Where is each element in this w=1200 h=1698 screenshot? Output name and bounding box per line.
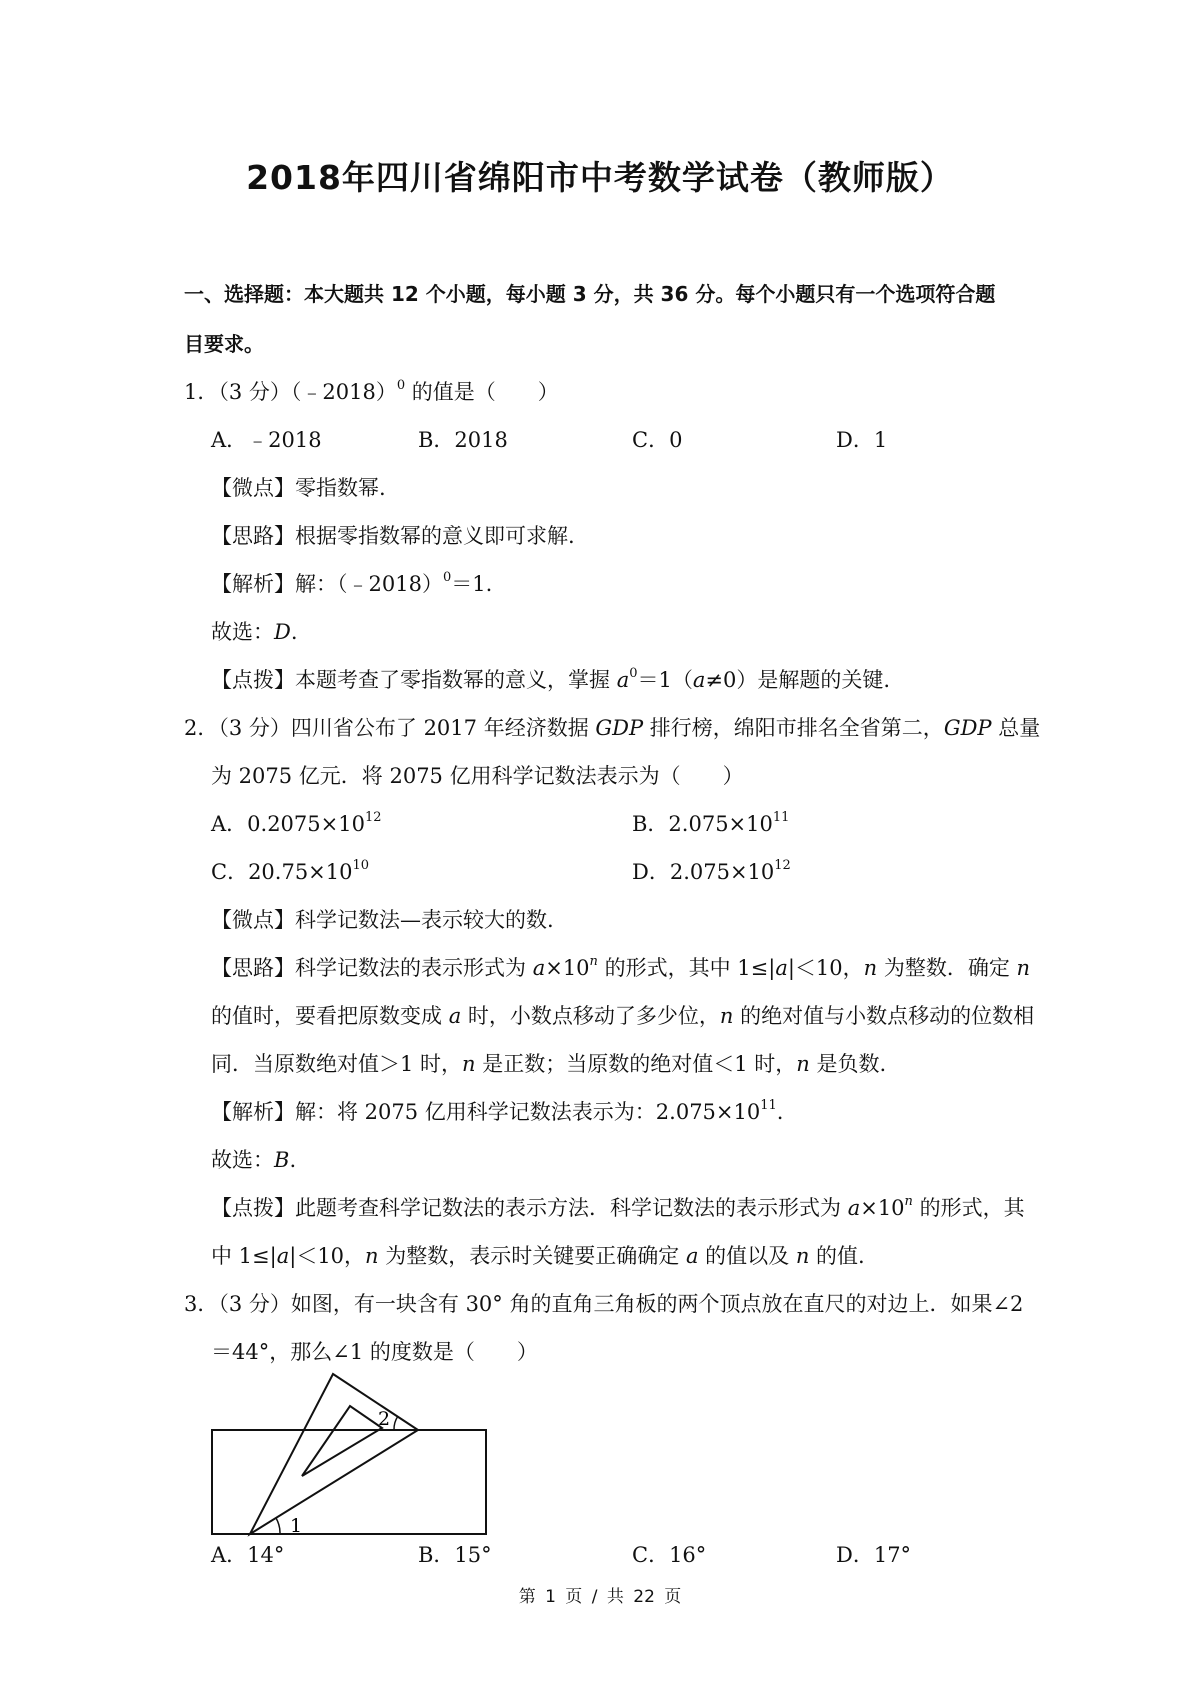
page-title: 2018年四川省绵阳市中考数学试卷（教师版） — [246, 158, 954, 197]
q2-answer: 故选：B. — [211, 1148, 297, 1172]
q2-option-a: A．$0.2075\times 10^{12}$ — [211, 810, 382, 836]
section-heading-line1: 一、选择题：本大题共 12 个小题，每小题 3 分，共 36 分。每个小题只有一个选项符合题 — [184, 282, 996, 306]
q2-jiexi: 【解析】解：将 2075 亿用科学记数法表示为：$2.075\times 10^{11}$. — [211, 1098, 784, 1124]
q2-stem-line1: 2．（3 分）四川省公布了 2017 年经济数据 GDP 排行榜，绵阳市排名全省第二，GDP 总量 — [184, 716, 1041, 740]
q2-silu-line1: 【思路】科学记数法的表示形式为 $a\times 10^n$ 的形式，其中 1≤|a|＜10，n 为整数．确定 n — [211, 954, 1031, 980]
q3-option-b: B．15° — [418, 1543, 492, 1567]
q1-option-b: B．2018 — [418, 428, 508, 452]
q2-silu-line2: 的值时，要看把原数变成 a 时，小数点移动了多少位，n 的绝对值与小数点移动的位数相 — [211, 1004, 1035, 1028]
q1-silu: 【思路】根据零指数幂的意义即可求解. — [211, 524, 575, 548]
q2-weidian: 【微点】科学记数法—表示较大的数. — [211, 908, 554, 932]
q1-option-a: A．﹣2018 — [211, 428, 322, 452]
q1-weidian: 【微点】零指数幂. — [211, 476, 386, 500]
angle1-label: 1 — [290, 1515, 303, 1537]
section-heading-line2: 目要求。 — [184, 332, 264, 356]
q2-stem-line2: 为 2075 亿元．将 2075 亿用科学记数法表示为（ ） — [211, 764, 744, 788]
q1-dianbo: 【点拨】本题考查了零指数幂的意义，掌握 $a^0=1(a\ne 0)$是解题的关键. — [211, 666, 891, 692]
ruler-triangle-diagram — [210, 1372, 500, 1537]
q1-option-d: D．1 — [836, 428, 888, 452]
q3-option-d: D．17° — [836, 1543, 912, 1567]
q2-silu-line3: 同．当原数绝对值＞1 时，n 是正数；当原数的绝对值＜1 时，n 是负数. — [211, 1052, 887, 1076]
q3-stem-line1: 3．（3 分）如图，有一块含有 30° 角的直角三角板的两个顶点放在直尺的对边上．如果∠2 — [184, 1292, 1024, 1316]
angle1-arc — [276, 1518, 280, 1534]
q2-dianbo-line2: 中 1≤|a|＜10，n 为整数，表示时关键要正确确定 a 的值以及 n 的值. — [211, 1244, 865, 1268]
q3-option-c: C．16° — [632, 1543, 707, 1567]
triangle-inner — [302, 1406, 382, 1476]
ruler-rectangle — [212, 1430, 486, 1534]
q2-dianbo-line1: 【点拨】此题考查科学记数法的表示方法．科学记数法的表示形式为 $a\times 10^n$ 的形式，其 — [211, 1194, 1025, 1220]
q1-answer: 故选：D. — [211, 620, 298, 644]
q3-option-a: A．14° — [211, 1543, 285, 1567]
page-footer: 第 1 页 / 共 22 页 — [518, 1587, 682, 1607]
q1-jiexi: 【解析】解：（﹣2018）$^0$＝1. — [211, 570, 493, 596]
angle2-label: 2 — [378, 1408, 391, 1430]
q2-option-d: D．$2.075\times 10^{12}$ — [632, 858, 791, 884]
angle2-arc — [394, 1416, 398, 1430]
q2-option-b: B．$2.075\times 10^{11}$ — [632, 810, 790, 836]
triangle-outer — [250, 1374, 418, 1534]
q3-figure — [210, 1372, 500, 1541]
q1-option-c: C．0 — [632, 428, 683, 452]
q2-option-c: C．$20.75\times 10^{10}$ — [211, 858, 370, 884]
q1-stem: 1．（3 分）（﹣2018）$^0$ 的值是（ ） — [184, 378, 559, 404]
q3-stem-line2: ＝44°，那么∠1 的度数是（ ） — [211, 1340, 538, 1364]
